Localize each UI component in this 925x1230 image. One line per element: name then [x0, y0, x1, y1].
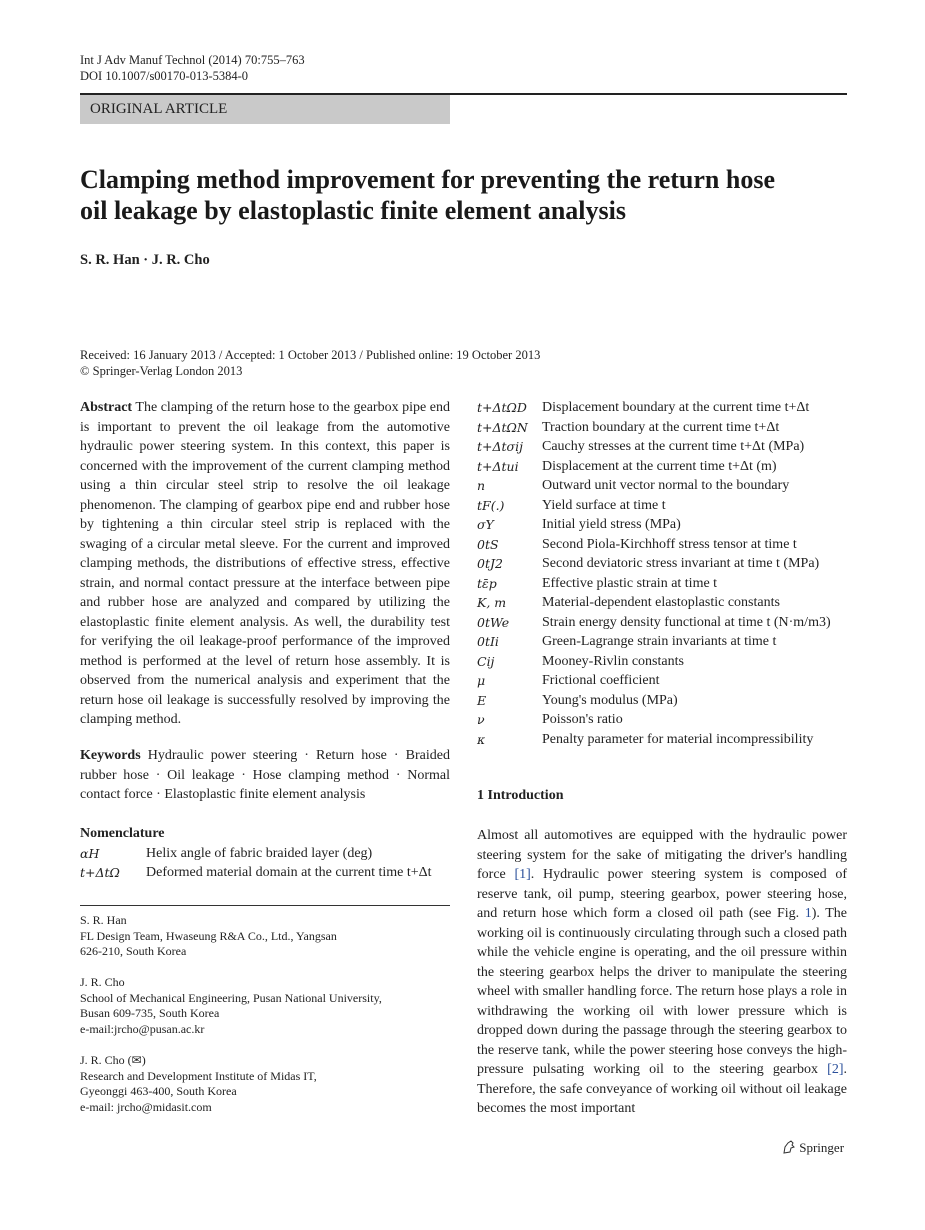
journal-citation [80, 52, 305, 84]
nomenclature-left [80, 824, 450, 884]
springer-footer [782, 1140, 844, 1156]
nomenclature-desc: Second deviatoric stress invariant at time t (MPa) [542, 556, 820, 571]
keywords [80, 746, 450, 805]
abstract [80, 398, 450, 730]
abstract-text: The clamping of the return hose to the gearbox pipe end is important to prevent the oil leakage from the automotive hydraulic power steering system. In this context, this paper is concerned with the improvement of the current clamping method using a thin circular steel strip to resolve the oil leakage phenomenon. The clamping of gearbox pipe end and rubber hose by tightening a thin circular steel strip is replaced with the swaging of a circular metal sleeve. For the current and improved clamping methods, the distributions of effective stress, effective strain, and normal contact pressure at the interface between pipe and rubber hose are analyzed and compared by utilizing the elastoplastic finite element analysis. As well, the durability test for verifying the oil leakage-proof performance of the improved method is performed at the level of return hose assembly. It is observed from the numerical analysis and experiment that the return hose oil leakage is successfully resolved by improving the clamping method. [80, 400, 450, 727]
nomenclature-desc: Young's modulus (MPa) [542, 692, 678, 708]
nomenclature-desc: Yield surface at time t [542, 497, 666, 513]
nomenclature-symbol: 0tS [477, 536, 499, 552]
nomenclature-desc: Effective plastic strain at time t [542, 575, 718, 591]
springer-horse-icon [782, 1140, 796, 1154]
introduction-text [477, 826, 847, 1119]
nomenclature-desc: Helix angle of fabric braided layer (deg) [146, 845, 373, 861]
nomenclature-desc: Frictional coefficient [542, 673, 660, 688]
citation-link[interactable]: [2] [827, 1062, 844, 1077]
affiliation-line: Research and Development Institute of Midas IT, [80, 1068, 317, 1083]
nomenclature-symbol: t+Δtui [477, 458, 519, 474]
nomenclature-symbol: σY [477, 517, 494, 532]
affiliation-rule [80, 905, 450, 906]
affiliation-cho-pusan [80, 975, 382, 1037]
nomenclature-desc: Strain energy density functional at time t (N·m/m3) [542, 614, 831, 630]
nomenclature-symbol: E [477, 692, 487, 708]
nomenclature-symbol: t+Δtσij [477, 439, 523, 454]
nomenclature-desc: Initial yield stress (MPa) [542, 517, 681, 532]
affiliation-line: Busan 609-735, South Korea [80, 1006, 220, 1020]
nomenclature-symbol: 0tJ2 [477, 556, 503, 571]
doi-line[interactable]: DOI 10.1007/s00170-013-5384-0 [80, 69, 249, 83]
intro-text: . Therefore, the safe conveyance of working oil without oil leakage becomes the most important [477, 1062, 847, 1116]
nomenclature-desc: Deformed material domain at the current time t+Δt [146, 865, 432, 880]
intro-text: Almost all automotives are equipped with the hydraulic power steering system for the sake of mitigating the driver's handling force [477, 828, 847, 882]
citation-link[interactable]: [1] [514, 867, 531, 882]
nomenclature-desc: Traction boundary at the current time t+Δt [542, 419, 780, 435]
email-link[interactable]: e-mail: jrcho@midasit.com [80, 1099, 212, 1114]
nomenclature-desc: Mooney-Rivlin constants [542, 653, 684, 669]
publication-history [80, 347, 540, 379]
nomenclature-desc: Cauchy stresses at the current time t+Δt (MPa) [542, 439, 805, 454]
nomenclature-symbol: K, m [477, 595, 507, 610]
keywords-text: Hydraulic power steering · Return hose · Braided rubber hose · Oil leakage · Hose clamping method · Normal contact force · Elastoplastic finite element analysis [80, 748, 450, 802]
affiliation-line: Gyeonggi 463-400, South Korea [80, 1084, 237, 1098]
article-type-banner [80, 95, 450, 124]
nomenclature-symbol: 0tWe [477, 614, 510, 630]
authors: S. R. Han · J. R. Cho [80, 252, 210, 268]
paper-title [80, 164, 840, 226]
section-heading: 1 Introduction [477, 788, 564, 803]
nomenclature-desc: Displacement boundary at the current time t+Δt [542, 400, 810, 415]
nomenclature-desc: Penalty parameter for material incompressibility [542, 731, 814, 747]
article-type-label: ORIGINAL ARTICLE [90, 101, 228, 117]
nomenclature-desc: Displacement at the current time t+Δt (m) [542, 458, 777, 474]
nomenclature-desc: Poisson's ratio [542, 712, 623, 727]
intro-text: . Hydraulic power steering system is composed of reserve tank, oil pump, steering gearbox, power steering hose, and return hose which form a closed oil path (see Fig. [477, 867, 847, 921]
nomenclature-symbol: Cij [477, 653, 495, 669]
nomenclature-symbol: ν [477, 712, 485, 727]
nomenclature-heading: Nomenclature [80, 826, 165, 841]
affiliation-line: S. R. Han [80, 913, 127, 927]
nomenclature-desc: Green-Lagrange strain invariants at time t [542, 634, 777, 649]
nomenclature-symbol: n [477, 478, 486, 493]
nomenclature-symbol: t+ΔtΩD [477, 400, 527, 415]
nomenclature-desc: Material-dependent elastoplastic constants [542, 595, 780, 610]
nomenclature-symbol: tF(.) [477, 497, 505, 513]
dates-line: Received: 16 January 2013 / Accepted: 1 October 2013 / Published online: 19 October 2013 [80, 348, 541, 362]
affiliation-line: J. R. Cho [80, 975, 125, 989]
affiliation-line: School of Mechanical Engineering, Pusan National University, [80, 990, 382, 1005]
nomenclature-symbol: κ [477, 731, 486, 747]
nomenclature-desc: Outward unit vector normal to the boundary [542, 478, 790, 493]
nomenclature-left-list [80, 844, 450, 884]
nomenclature-symbol: μ [477, 673, 486, 688]
affiliation-line: 626-210, South Korea [80, 944, 187, 958]
abstract-label: Abstract [80, 400, 133, 415]
email-link[interactable]: e-mail:jrcho@pusan.ac.kr [80, 1021, 205, 1036]
nomenclature-symbol: αH [80, 845, 100, 861]
copyright-line: © Springer-Verlag London 2013 [80, 364, 243, 378]
affiliation-han [80, 913, 337, 960]
keywords-label: Keywords [80, 748, 141, 763]
title-line: oil leakage by elastoplastic finite element analysis [80, 196, 626, 225]
affiliation-line: FL Design Team, Hwaseung R&A Co., Ltd., Yangsan [80, 928, 337, 943]
title-line: Clamping method improvement for preventing the return hose [80, 165, 775, 194]
springer-brand: Springer [799, 1140, 845, 1155]
affiliation-line: J. R. Cho (✉) [80, 1053, 146, 1067]
figure-link[interactable]: 1 [804, 906, 812, 921]
nomenclature-symbol: t+ΔtΩN [477, 419, 528, 435]
affiliation-cho-midas [80, 1053, 317, 1115]
nomenclature-symbol: tε̄p [477, 575, 497, 591]
nomenclature-symbol: 0tIi [477, 634, 499, 649]
nomenclature-right [477, 398, 847, 758]
intro-text: ). The working oil is continuously circulating through such a closed path while the vehicle engine is operating, and the oil pressure within the steering gearbox helps the driver to manipulate the steering wheel with smaller handling force. The return hose plays a role in withdrawing the working oil with lower pressure which is dropped down during the passage through the steering gearbox to the reserve tank, while the power steering hose conveys the high-pressure pulsating working oil to the steering gearbox [477, 906, 848, 1077]
citation-line: Int J Adv Manuf Technol (2014) 70:755–763 [80, 53, 305, 67]
nomenclature-desc: Second Piola-Kirchhoff stress tensor at time t [542, 536, 797, 552]
nomenclature-symbol: t+ΔtΩ [80, 865, 120, 880]
